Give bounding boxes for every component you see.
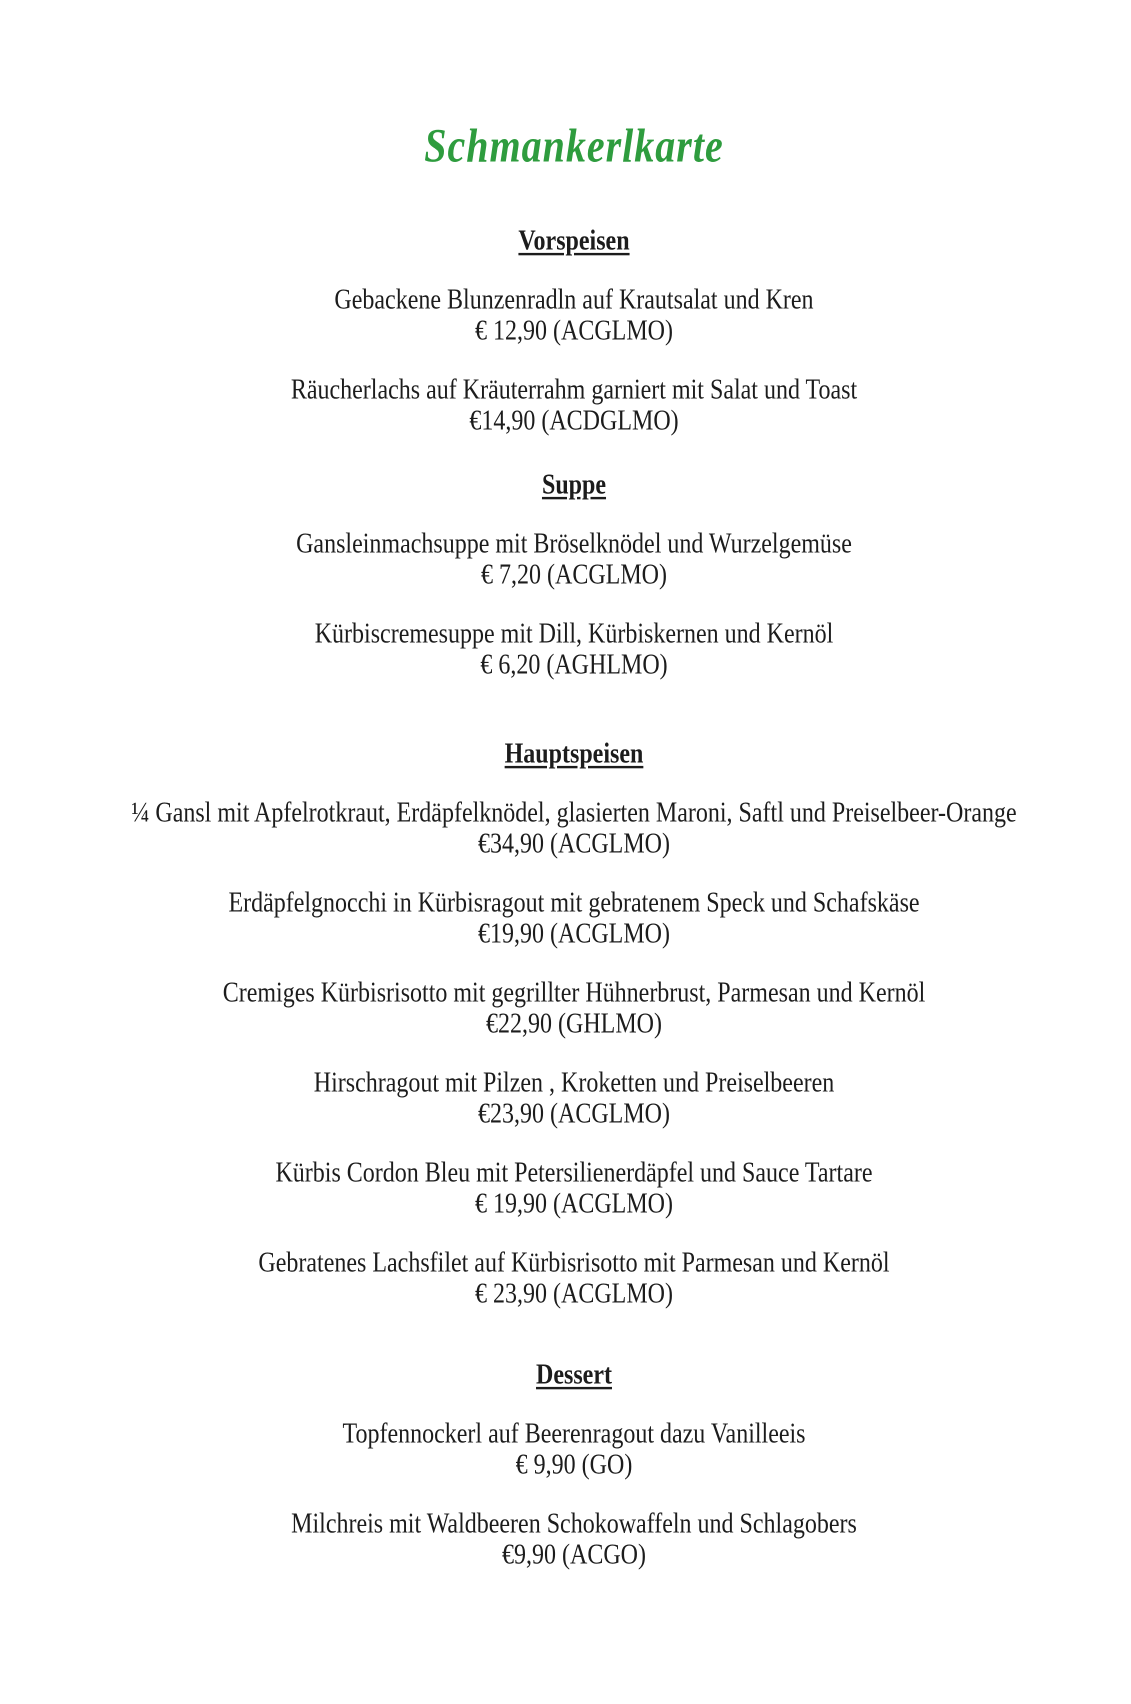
menu-item [54, 798, 1094, 860]
menu-item [54, 529, 1094, 591]
menu-item-name: Topfennockerl auf Beerenragout dazu Vanilleeis [342, 1418, 806, 1450]
menu-item-name: Räucherlachs auf Kräuterrahm garniert mit Salat und Toast [290, 374, 858, 406]
menu-item-name: Erdäpfelgnocchi in Kürbisragout mit gebratenem Speck und Schafskäse [228, 887, 920, 919]
menu-item-name: Gebratenes Lachsfilet auf Kürbisrisotto mit Parmesan und Kernöl [258, 1247, 890, 1279]
menu-title: Schmankerlkarte [424, 118, 724, 173]
menu-item-price: €34,90 (ACGLMO) [478, 828, 670, 860]
menu-item-price: €14,90 (ACDGLMO) [469, 405, 679, 437]
menu-item-price: € 23,90 (ACGLMO) [475, 1278, 673, 1310]
section-heading-hauptspeisen: Hauptspeisen [504, 738, 644, 770]
menu-item [54, 619, 1094, 681]
section-dessert [54, 1360, 1094, 1571]
menu-item-name: Kürbiscremesuppe mit Dill, Kürbiskernen und Kernöl [314, 618, 834, 650]
section-heading-suppe: Suppe [541, 469, 607, 501]
menu-item-price: €22,90 (GHLMO) [486, 1008, 662, 1040]
menu-item-name: Kürbis Cordon Bleu mit Petersilienerdäpfel und Sauce Tartare [275, 1157, 873, 1189]
menu-item-name: Gebackene Blunzenradln auf Krautsalat und Kren [334, 284, 814, 316]
menu-item-name: Gansleinmachsuppe mit Bröselknödel und Wurzelgemüse [296, 528, 852, 560]
menu-item-name: Hirschragout mit Pilzen , Kroketten und Preiselbeeren [313, 1067, 835, 1099]
menu-item-price: € 7,20 (ACGLMO) [481, 559, 667, 591]
menu-item [54, 285, 1094, 347]
menu-item-name: Milchreis mit Waldbeeren Schokowaffeln und Schlagobers [291, 1508, 857, 1540]
menu-item [54, 1158, 1094, 1220]
section-suppe [54, 470, 1094, 681]
menu-item-price: €19,90 (ACGLMO) [478, 918, 670, 950]
menu-item [54, 1419, 1094, 1481]
menu-item [54, 1509, 1094, 1571]
section-heading-dessert: Dessert [536, 1359, 612, 1391]
menu-item-price: € 19,90 (ACGLMO) [475, 1188, 673, 1220]
menu-item-price: € 6,20 (AGHLMO) [480, 649, 668, 681]
menu-item [54, 1068, 1094, 1130]
menu-item-price: €9,90 (ACGO) [502, 1539, 646, 1571]
menu-item-name: Cremiges Kürbisrisotto mit gegrillter Hühnerbrust, Parmesan und Kernöl [222, 977, 926, 1009]
menu-item-price: € 12,90 (ACGLMO) [475, 315, 673, 347]
menu-item [54, 375, 1094, 437]
menu-item [54, 1248, 1094, 1310]
section-vorspeisen [54, 226, 1094, 437]
menu-item-price: € 9,90 (GO) [515, 1449, 633, 1481]
menu-item [54, 978, 1094, 1040]
menu-item-price: €23,90 (ACGLMO) [478, 1098, 670, 1130]
menu-item-name: ¼ Gansl mit Apfelrotkraut, Erdäpfelknödel, glasierten Maroni, Saftl und Preiselbeer-Orange [131, 797, 1017, 829]
section-heading-vorspeisen: Vorspeisen [518, 225, 630, 257]
menu-content [54, 118, 1094, 1571]
section-hauptspeisen [54, 739, 1094, 1310]
menu-item [54, 888, 1094, 950]
